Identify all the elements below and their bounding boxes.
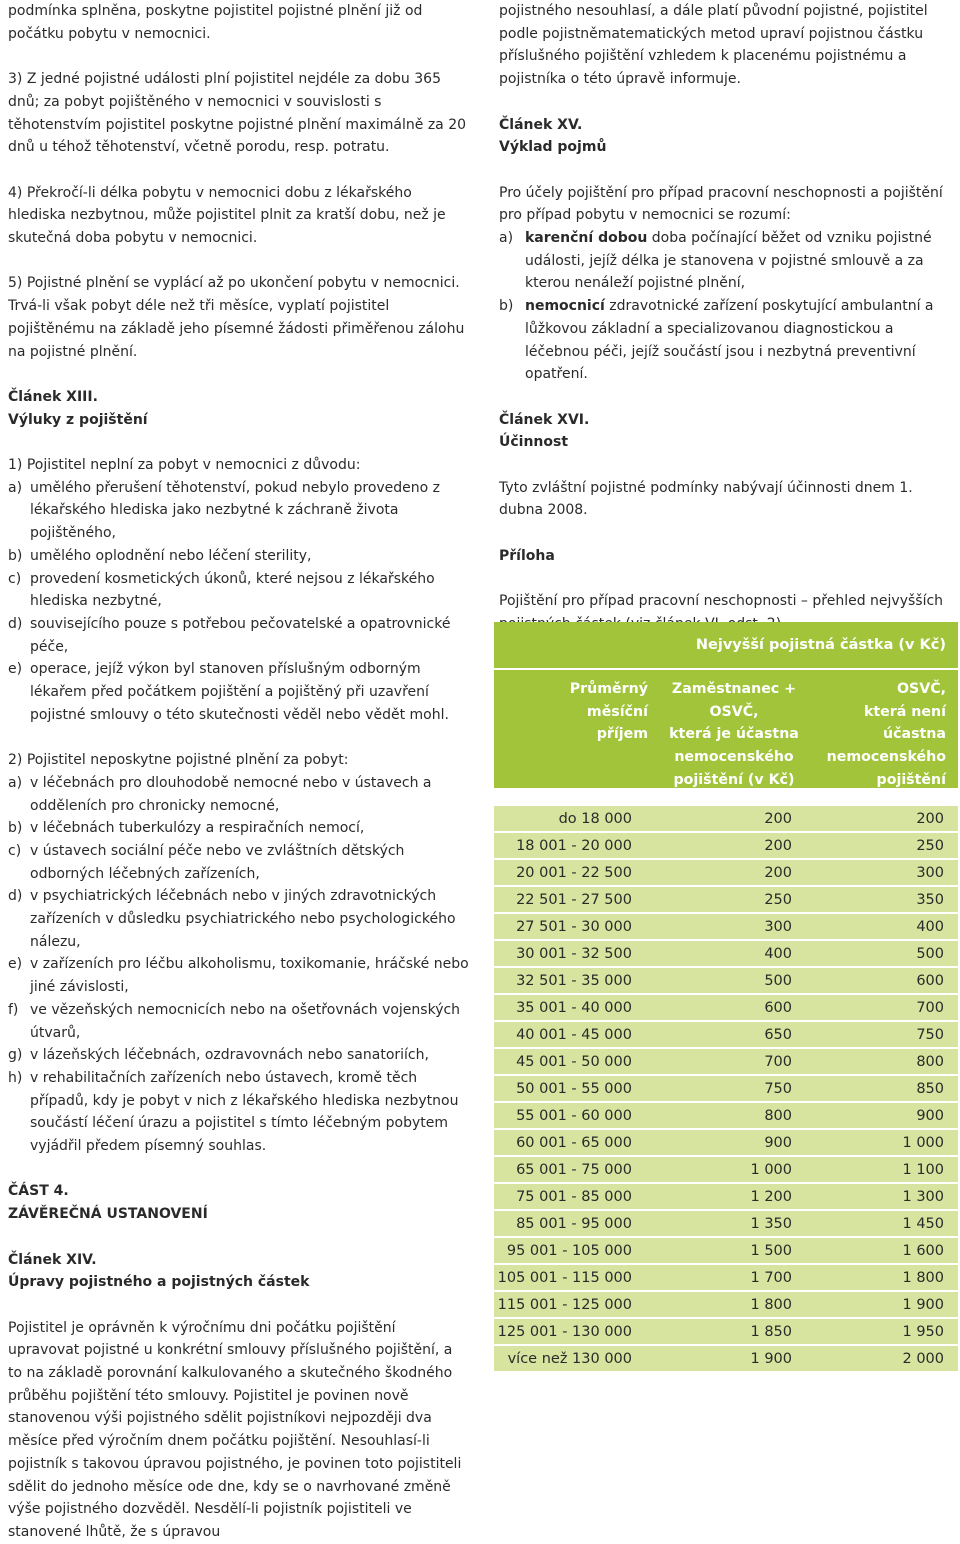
table-cell-self-employed: 1 900 bbox=[902, 1296, 944, 1313]
list-item-label: c) bbox=[8, 842, 22, 859]
table-cell-employee: 1 850 bbox=[750, 1323, 792, 1340]
section-1-intro: 1) Pojistitel neplní za pobyt v nemocnici z důvodu: bbox=[8, 456, 361, 473]
clause-3: 3) Z jedné pojistné události plní pojistitel nejdéle za dobu 365 dnů; za pobyt pojištěného v nemocnici v souvislosti s těhotenstvím pojistitel poskytne pojistné plnění maximálně za 20 dnů u téhož těhotenství, včetně porodu, resp. potratu. bbox=[8, 71, 467, 156]
list-item bbox=[8, 477, 470, 545]
table-cell-self-employed: 1 450 bbox=[902, 1215, 944, 1232]
table-cell-income: 95 001 - 105 000 bbox=[506, 1242, 632, 1259]
list-item-label: a) bbox=[8, 479, 23, 496]
list-item-label: f) bbox=[8, 1001, 19, 1018]
article-16-subtitle: Účinnost bbox=[499, 434, 569, 451]
list-item-text: v ústavech sociální péče nebo ve zvláštních dětských odborných léčebných zařízeních, bbox=[30, 842, 405, 882]
list-item-label: g) bbox=[8, 1047, 23, 1064]
table-row bbox=[494, 806, 958, 831]
table-cell-income: 125 001 - 130 000 bbox=[497, 1323, 632, 1340]
table-cell-employee: 800 bbox=[764, 1107, 792, 1124]
table-cell-self-employed: 400 bbox=[916, 918, 944, 935]
table-cell-self-employed: 200 bbox=[916, 810, 944, 827]
list-item bbox=[8, 545, 470, 568]
table-cell-employee: 200 bbox=[764, 837, 792, 854]
table-cell-employee: 200 bbox=[764, 810, 792, 827]
table-row bbox=[494, 1319, 958, 1344]
table-cell-self-employed: 1 300 bbox=[902, 1188, 944, 1205]
table-row bbox=[494, 1292, 958, 1317]
exclusion-list-2 bbox=[8, 772, 470, 1158]
table-cell-employee: 400 bbox=[764, 945, 792, 962]
table-cell-income: 65 001 - 75 000 bbox=[516, 1161, 632, 1178]
definition-item bbox=[499, 295, 954, 386]
table-cell-self-employed: 1 950 bbox=[902, 1323, 944, 1340]
definition-item bbox=[499, 227, 954, 295]
insurance-amounts-table bbox=[494, 622, 958, 1373]
list-item bbox=[8, 1044, 470, 1067]
table-cell-income: 75 001 - 85 000 bbox=[516, 1188, 632, 1205]
table-cell-employee: 700 bbox=[764, 1053, 792, 1070]
table-row bbox=[494, 914, 958, 939]
table-row bbox=[494, 1049, 958, 1074]
article-16-text: Tyto zvláštní pojistné podmínky nabývají účinnosti dnem 1. dubna 2008. bbox=[499, 479, 913, 519]
table-cell-income: 60 001 - 65 000 bbox=[516, 1134, 632, 1151]
table-row bbox=[494, 1184, 958, 1209]
list-item-text: v léčebnách tuberkulózy a respiračních nemocí, bbox=[30, 820, 365, 837]
table-row bbox=[494, 1022, 958, 1047]
table-cell-self-employed: 500 bbox=[916, 945, 944, 962]
part-4-title: ČÁST 4. bbox=[8, 1183, 69, 1200]
list-item-text: souvisejícího pouze s potřebou pečovatelské a opatrovnické péče, bbox=[30, 615, 451, 655]
table-row bbox=[494, 1346, 958, 1371]
definition-body: doba počínající běžet od vzniku pojistné události, jejíž délka je stanovena v pojistné smlouvě a za kterou nenáleží pojistné plnění, bbox=[525, 230, 932, 292]
list-item-text: umělého přerušení těhotenství, pokud nebylo provedeno z lékařského hlediska jako nezbytné k záchraně života pojištěného, bbox=[30, 479, 441, 542]
list-item-label: h) bbox=[8, 1069, 23, 1086]
part-4-subtitle: ZÁVĚREČNÁ USTANOVENÍ bbox=[8, 1206, 208, 1223]
table-cell-employee: 600 bbox=[764, 999, 792, 1016]
table-cell-self-employed: 700 bbox=[916, 999, 944, 1016]
definition-label: a) bbox=[499, 230, 514, 246]
list-item bbox=[8, 658, 470, 726]
definition-label: b) bbox=[499, 298, 514, 315]
right-column bbox=[499, 0, 954, 636]
list-item bbox=[8, 817, 470, 840]
definition-text bbox=[525, 227, 954, 295]
clause-4: 4) Překročí-li délka pobytu v nemocnici dobu z lékařského hlediska nezbytnou, může pojistitel plnit za kratší dobu, než je skutečná doba pobytu v nemocnici. bbox=[8, 184, 446, 246]
list-item-label: e) bbox=[8, 956, 23, 973]
annex-text: Pojištění pro případ pracovní neschopnosti – přehled nejvyšších bbox=[499, 593, 944, 610]
table-cell-self-employed: 750 bbox=[916, 1026, 944, 1043]
table-row bbox=[494, 860, 958, 885]
table-cell-income: 20 001 - 22 500 bbox=[516, 864, 632, 881]
table-cell-employee: 500 bbox=[764, 972, 792, 989]
list-item-text: umělého oplodnění nebo léčení sterility, bbox=[30, 547, 312, 564]
list-item bbox=[8, 840, 470, 885]
table-group-header: Nejvyšší pojistná částka (v Kč) bbox=[494, 622, 958, 668]
column-header-self-employed: OSVČ, která není účastna nemocenského pojištění bbox=[826, 681, 946, 788]
table-cell-self-employed: 1 800 bbox=[902, 1269, 944, 1286]
table-cell-income: 85 001 - 95 000 bbox=[516, 1215, 632, 1232]
table-cell-employee: 1 500 bbox=[750, 1242, 792, 1259]
table-cell-self-employed: 1 100 bbox=[902, 1161, 944, 1178]
table-cell-income: 105 001 - 115 000 bbox=[497, 1269, 632, 1286]
table-cell-income: 50 001 - 55 000 bbox=[516, 1080, 632, 1097]
table-cell-employee: 1 700 bbox=[750, 1269, 792, 1286]
annex-title: Příloha bbox=[499, 547, 555, 564]
article-14-title: Článek XIV. bbox=[8, 1251, 97, 1268]
table-row bbox=[494, 1238, 958, 1263]
list-item-text: v léčebnách pro dlouhodobě nemocné nebo v ústavech a odděleních pro chronicky nemocné, bbox=[30, 774, 432, 814]
table-cell-self-employed: 900 bbox=[916, 1107, 944, 1124]
definition-body: zdravotnické zařízení poskytující ambulantní a lůžkovou základní a specializovanou diagnostickou a léčebnou péči, jejíž součástí jsou i nezbytná preventivní opatření. bbox=[525, 298, 934, 383]
left-column bbox=[8, 0, 470, 1544]
table-cell-self-employed: 850 bbox=[916, 1080, 944, 1097]
table-cell-self-employed: 2 000 bbox=[902, 1350, 944, 1367]
table-cell-income: 27 501 - 30 000 bbox=[516, 918, 632, 935]
list-item bbox=[8, 613, 470, 658]
list-item-text: ve vězeňských nemocnicích nebo na ošetřovnách vojenských útvarů, bbox=[30, 1001, 461, 1041]
article-15-title: Článek XV. bbox=[499, 116, 583, 133]
table-cell-self-employed: 250 bbox=[916, 837, 944, 854]
article-15-intro: Pro účely pojištění pro případ pracovní neschopnosti a pojištění pro případ pobytu v nemocnici se rozumí: bbox=[499, 184, 943, 224]
table-cell-self-employed: 800 bbox=[916, 1053, 944, 1070]
list-item-label: a) bbox=[8, 774, 23, 791]
table-cell-employee: 1 200 bbox=[750, 1188, 792, 1205]
right-intro-paragraph: pojistného nesouhlasí, a dále platí původní pojistné, pojistitel podle pojistněmatematických metod upraví pojistnou částku příslušného pojištění vzhledem k placenému pojistnému a pojistníka o této úpravě informuje. bbox=[499, 3, 928, 88]
table-cell-self-employed: 600 bbox=[916, 972, 944, 989]
section-2-intro: 2) Pojistitel neposkytne pojistné plnění za pobyt: bbox=[8, 752, 349, 769]
list-item-label: d) bbox=[8, 888, 23, 905]
table-cell-employee: 900 bbox=[764, 1134, 792, 1151]
column-header-income: Průměrný měsíční příjem bbox=[569, 681, 648, 743]
clause-5: 5) Pojistné plnění se vyplácí až po ukončení pobytu v nemocnici. Trvá-li však pobyt déle než tři měsíce, vyplatí pojistitel pojištěnému na základě jeho písemné žádosti přiměřenou zálohu na pojistné plnění. bbox=[8, 275, 465, 360]
table-row bbox=[494, 1157, 958, 1182]
table-body bbox=[494, 806, 958, 1371]
table-row bbox=[494, 1265, 958, 1290]
intro-paragraph: podmínka splněna, poskytne pojistitel pojistné plnění již od počátku pobytu v nemocnici. bbox=[8, 3, 423, 42]
definition-term: nemocnicí bbox=[525, 298, 605, 315]
table-cell-self-employed: 350 bbox=[916, 891, 944, 908]
table-cell-income: 30 001 - 32 500 bbox=[516, 945, 632, 962]
column-header-employee: Zaměstnanec + OSVČ, která je účastna nemocenského pojištění (v Kč) bbox=[669, 681, 799, 788]
list-item-text: operace, jejíž výkon byl stanoven příslušným odborným lékařem před počátkem pojištění a pojištěný při uzavření pojistné smlouvy o této skutečnosti věděl nebo vědět mohl. bbox=[30, 661, 449, 723]
article-15-subtitle: Výklad pojmů bbox=[499, 139, 607, 156]
table-cell-employee: 200 bbox=[764, 864, 792, 881]
definition-text bbox=[525, 295, 954, 386]
list-item-text: v rehabilitačních zařízeních nebo ústavech, kromě těch případů, kdy je pobyt v nich z lékařského hlediska nezbytnou součástí léčení úrazu a pojistitel s tímto léčebným pobytem vyjádřil předem písemný souhlas. bbox=[30, 1069, 459, 1155]
article-13-title: Článek XIII. bbox=[8, 388, 98, 405]
table-cell-income: 32 501 - 35 000 bbox=[516, 972, 632, 989]
definition-term: karenční dobou bbox=[525, 230, 648, 246]
table-cell-income: více než 130 000 bbox=[507, 1350, 632, 1367]
table-cell-self-employed: 300 bbox=[916, 864, 944, 881]
list-item bbox=[8, 568, 470, 613]
list-item-label: b) bbox=[8, 547, 23, 564]
table-cell-employee: 300 bbox=[764, 918, 792, 935]
article-13-subtitle: Výluky z pojištění bbox=[8, 411, 148, 428]
article-16-title: Článek XVI. bbox=[499, 411, 590, 428]
list-item-text: v zařízeních pro léčbu alkoholismu, toxikomanie, hráčské nebo jiné závislosti, bbox=[30, 956, 469, 996]
table-cell-employee: 1 900 bbox=[750, 1350, 792, 1367]
list-item-text: v psychiatrických léčebnách nebo v jiných zdravotnických zařízeních v důsledku psychiatrického nebo psychologického nálezu, bbox=[30, 888, 456, 950]
table-cell-income: 18 001 - 20 000 bbox=[516, 837, 632, 854]
table-cell-income: do 18 000 bbox=[558, 810, 632, 827]
exclusion-list-1 bbox=[8, 477, 470, 727]
table-row bbox=[494, 1103, 958, 1128]
table-cell-income: 55 001 - 60 000 bbox=[516, 1107, 632, 1124]
table-row bbox=[494, 941, 958, 966]
list-item-label: e) bbox=[8, 661, 23, 678]
table-row bbox=[494, 968, 958, 993]
list-item bbox=[8, 953, 470, 998]
article-14-subtitle: Úpravy pojistného a pojistných částek bbox=[8, 1274, 310, 1291]
list-item-text: provedení kosmetických úkonů, které nejsou z lékařského hlediska nezbytné, bbox=[30, 570, 435, 610]
list-item-label: d) bbox=[8, 615, 23, 632]
table-cell-self-employed: 1 600 bbox=[902, 1242, 944, 1259]
table-cell-employee: 1 350 bbox=[750, 1215, 792, 1232]
table-row bbox=[494, 1130, 958, 1155]
list-item bbox=[8, 885, 470, 953]
table-cell-employee: 750 bbox=[764, 1080, 792, 1097]
list-item-text: v lázeňských léčebnách, ozdravovnách nebo sanatoriích, bbox=[30, 1047, 429, 1064]
article-14-text: Pojistitel je oprávněn k výročnímu dni počátku pojištění upravovat pojistné u konkrétní smlouvy příslušného pojištění, a to na základě porovnání kalkulovaného a skutečného škodného průběhu pojištění této smlouvy. Pojistitel je povinen nově stanovenou výši pojistného sdělit pojistníkovi nejpozději dva měsíce před výročním dnem počátku pojištění. Nesouhlasí-li pojistník s takovou úpravou pojistného, je povinen toto pojistiteli sdělit do jednoho měsíce ode dne, kdy se o navrhované změně výše pojistného dozvěděl. Nesdělí-li pojistník pojistiteli ve stanovené lhůtě, že s úpravou bbox=[8, 1319, 462, 1540]
table-cell-income: 22 501 - 27 500 bbox=[516, 891, 632, 908]
list-item bbox=[8, 772, 470, 817]
list-item-label: b) bbox=[8, 820, 23, 837]
table-row bbox=[494, 995, 958, 1020]
table-row bbox=[494, 887, 958, 912]
list-item bbox=[8, 999, 470, 1044]
table-cell-income: 40 001 - 45 000 bbox=[516, 1026, 632, 1043]
table-cell-income: 45 001 - 50 000 bbox=[516, 1053, 632, 1070]
list-item bbox=[8, 1067, 470, 1158]
table-cell-employee: 650 bbox=[764, 1026, 792, 1043]
table-cell-income: 115 001 - 125 000 bbox=[497, 1296, 632, 1313]
table-row bbox=[494, 1076, 958, 1101]
table-cell-employee: 1 800 bbox=[750, 1296, 792, 1313]
list-item-label: c) bbox=[8, 570, 22, 587]
table-row bbox=[494, 833, 958, 858]
table-cell-income: 35 001 - 40 000 bbox=[516, 999, 632, 1016]
table-cell-self-employed: 1 000 bbox=[902, 1134, 944, 1151]
table-row bbox=[494, 1211, 958, 1236]
table-header-row bbox=[494, 670, 958, 788]
table-cell-employee: 1 000 bbox=[750, 1161, 792, 1178]
table-cell-employee: 250 bbox=[764, 891, 792, 908]
